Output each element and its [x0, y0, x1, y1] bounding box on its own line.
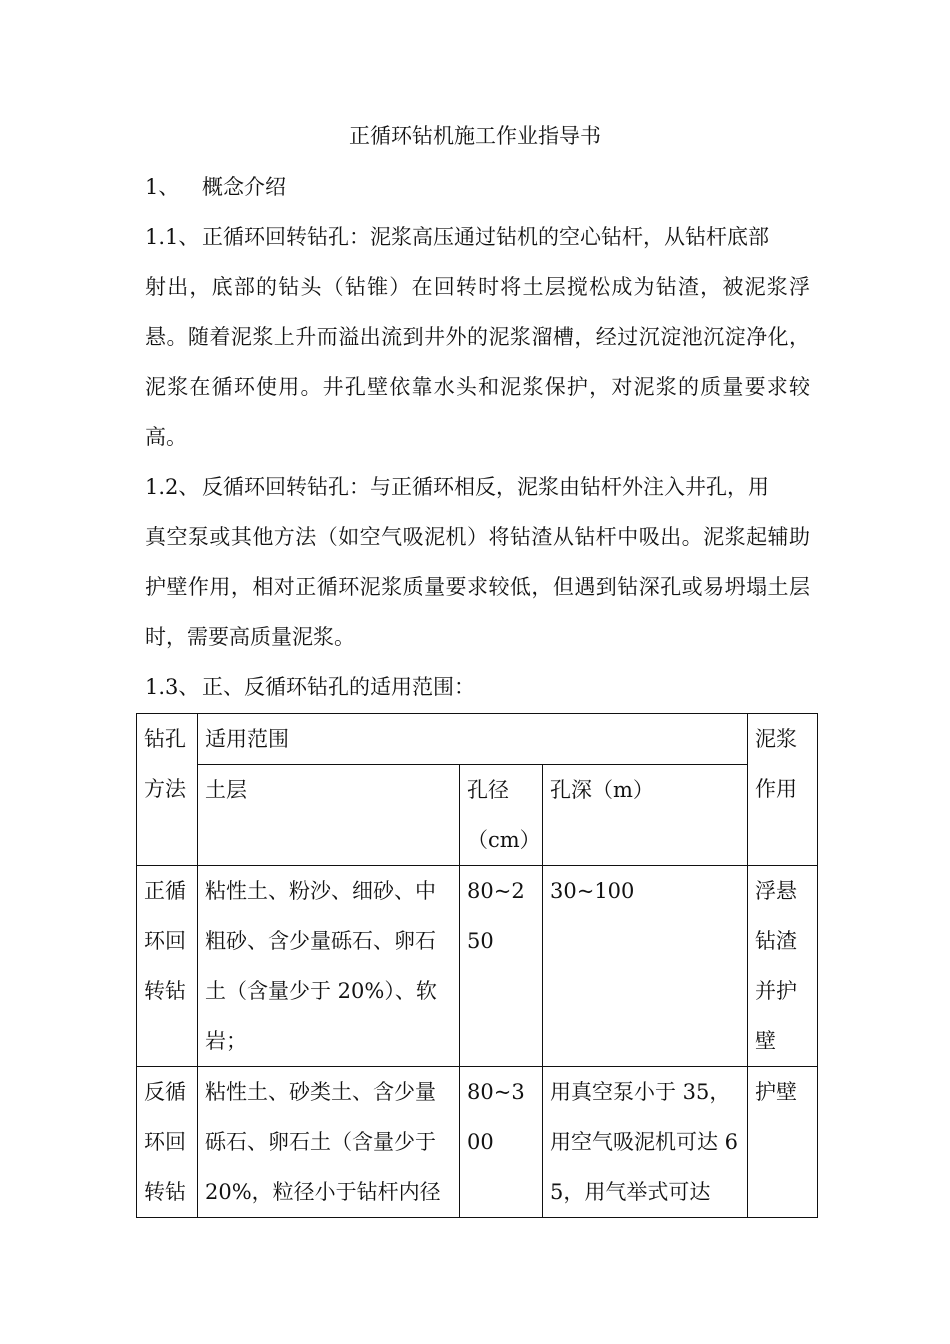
row-depth: 用真空泵小于 35，用空气吸泥机可达 65，用气举式可达: [543, 1067, 748, 1218]
section-1-number: 1、: [145, 175, 180, 199]
section-1-heading: [145, 162, 810, 212]
paragraph-1-2: [145, 462, 810, 662]
header-method: 钻孔方法: [137, 714, 198, 866]
header-depth: 孔深（m）: [543, 765, 748, 866]
paragraph-1-2-lead: 反循环回转钻孔：与正循环相反，泥浆由钻杆外注入井孔，用: [202, 475, 769, 499]
row-soil: 粘性土、砂类土、含少量砾石、卵石土（含量少于 20%，粒径小于钻杆内径: [198, 1067, 460, 1218]
row-diameter: 80~300: [460, 1067, 543, 1218]
row-mud-function: 浮悬钻渣并护壁: [748, 866, 818, 1067]
paragraph-1-1: [145, 212, 810, 462]
row-method: 反循环回转钻: [137, 1067, 198, 1218]
table-header-row: [137, 714, 818, 765]
paragraph-1-1-lead: 正循环回转钻孔：泥浆高压通过钻机的空心钻杆，从钻杆底部: [202, 225, 769, 249]
paragraph-1-1-first-line: [145, 212, 810, 262]
document-title: 正循环钻机施工作业指导书: [349, 124, 601, 148]
row-diameter: 80~250: [460, 866, 543, 1067]
row-method: 正循环回转钻: [137, 866, 198, 1067]
header-soil: 土层: [198, 765, 460, 866]
header-diameter: 孔径（cm）: [460, 765, 543, 866]
paragraph-1-2-first-line: [145, 462, 810, 512]
applicability-table: [136, 713, 818, 1218]
table-row: [137, 866, 818, 1067]
paragraph-1-1-number: 1.1、: [145, 225, 200, 249]
paragraph-1-2-number: 1.2、: [145, 475, 200, 499]
paragraph-1-3: [145, 662, 810, 712]
row-depth: 30~100: [543, 866, 748, 1067]
row-soil: 粘性土、粉沙、细砂、中粗砂、含少量砾石、卵石土（含量少于 20%）、软岩；: [198, 866, 460, 1067]
table-subheader-row: [137, 765, 818, 866]
row-mud-function: 护壁: [748, 1067, 818, 1218]
paragraph-1-3-number: 1.3、: [145, 675, 200, 699]
paragraph-1-2-body: 真空泵或其他方法（如空气吸泥机）将钻渣从钻杆中吸出。泥浆起辅助护壁作用，相对正循环泥浆质量要求较低，但遇到钻深孔或易坍塌土层时，需要高质量泥浆。: [145, 525, 810, 649]
paragraph-1-3-text: 正、反循环钻孔的适用范围：: [202, 675, 475, 699]
table-row: [137, 1067, 818, 1218]
section-1-text: 概念介绍: [202, 175, 286, 199]
paragraph-1-1-body: 射出，底部的钻头（钻锥）在回转时将土层搅松成为钻渣，被泥浆浮悬。随着泥浆上升而溢出流到井外的泥浆溜槽，经过沉淀池沉淀净化，泥浆在循环使用。井孔壁依靠水头和泥浆保护，对泥浆的质量要求较高。: [145, 275, 810, 449]
header-scope: 适用范围: [198, 714, 748, 765]
header-mud-function: 泥浆作用: [748, 714, 818, 866]
